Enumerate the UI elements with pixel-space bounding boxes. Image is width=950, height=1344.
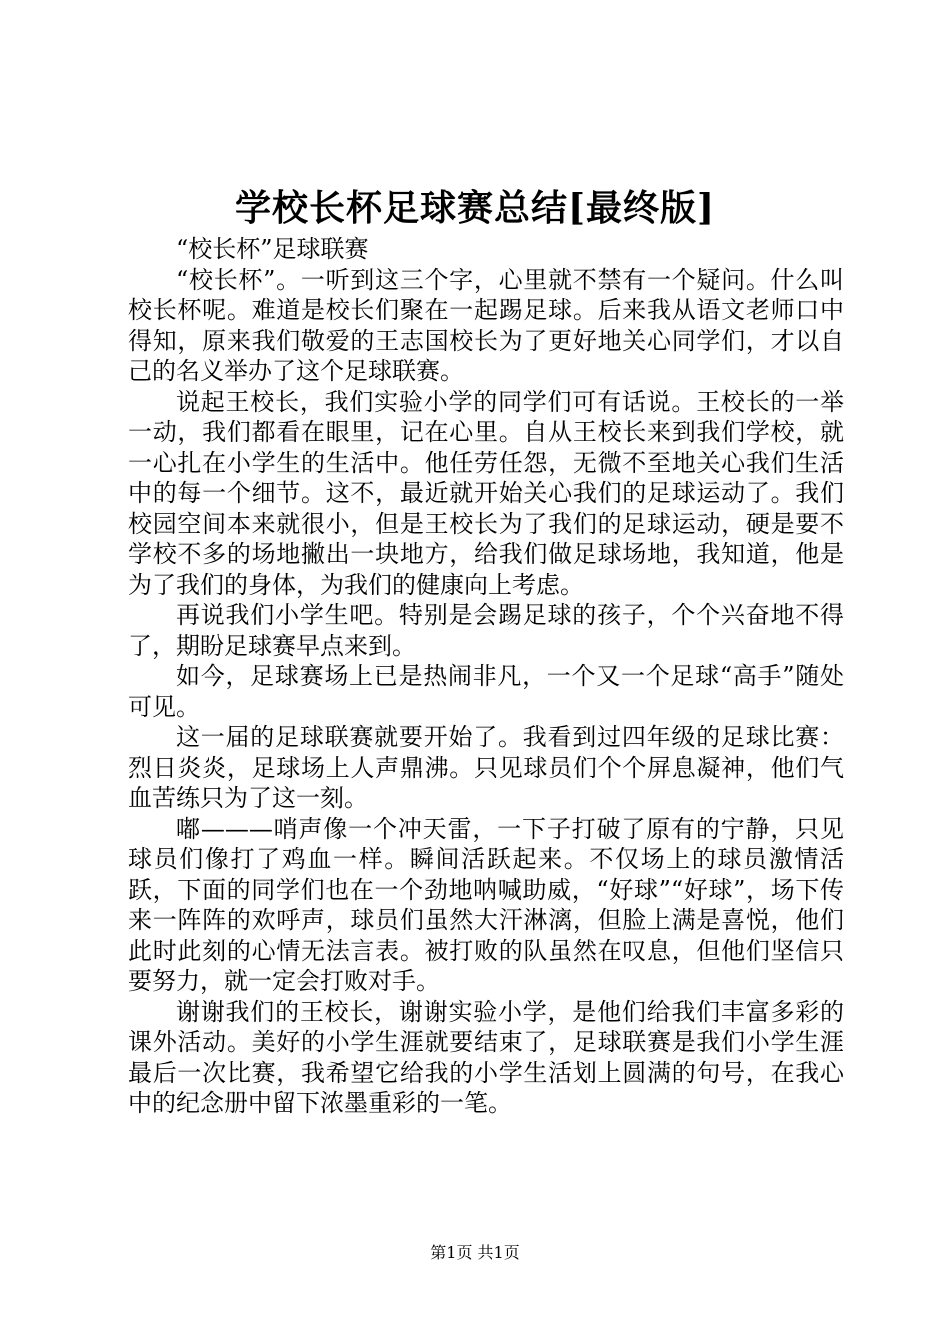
page-footer: 第1页 共1页	[430, 1243, 520, 1262]
paragraph: 嘟———哨声像一个冲天雷，一下子打破了原有的宁静，只见球员们像打了鸡血一样。瞬间活跃起来。不仅场上的球员激情活跃，下面的同学们也在一个劲地呐喊助威，“好球”“好球”，场下传来一阵阵的欢呼声，球员们虽然大汗淋漓，但脸上满是喜悦，他们此时此刻的心情无法言表。被打败的队虽然在叹息，但他们坚信只要努力，就一定会打败对手。	[128, 814, 844, 995]
document-title: 学校长杯足球赛总结[最终版]	[234, 187, 716, 229]
paragraph: 这一届的足球联赛就要开始了。我看到过四年级的足球比赛：烈日炎炎，足球场上人声鼎沸。只见球员们个个屏息凝神，他们气血苦练只为了这一刻。	[128, 723, 844, 812]
paragraph-subtitle: “校长杯”足球联赛	[176, 235, 369, 263]
paragraph: 说起王校长，我们实验小学的同学们可有话说。王校长的一举一动，我们都看在眼里，记在心里。自从王校长来到我们学校，就一心扎在小学生的生活中。他任劳任怨，无微不至地关心我们生活中的每一个细节。这不，最近就开始关心我们的足球运动了。我们校园空间本来就很小，但是王校长为了我们的足球运动，硬是要不学校不多的场地撇出一块地方，给我们做足球场地，我知道，他是为了我们的身体，为我们的健康向上考虑。	[128, 387, 844, 599]
paragraph: “校长杯”。一听到这三个字，心里就不禁有一个疑问。什么叫校长杯呢。难道是校长们聚在一起踢足球。后来我从语文老师口中得知，原来我们敬爱的王志国校长为了更好地关心同学们，才以自己的名义举办了这个足球联赛。	[128, 265, 844, 385]
document-body	[128, 234, 844, 1119]
paragraph: 如今，足球赛场上已是热闹非凡，一个又一个足球“高手”随处可见。	[128, 662, 844, 721]
paragraph: 谢谢我们的王校长，谢谢实验小学，是他们给我们丰富多彩的课外活动。美好的小学生涯就要结束了，足球联赛是我们小学生涯最后一次比赛，我希望它给我的小学生活划上圆满的句号，在我心中的纪念册中留下浓墨重彩的一笔。	[128, 997, 844, 1117]
paragraph: 再说我们小学生吧。特别是会踢足球的孩子，个个兴奋地不得了，期盼足球赛早点来到。	[128, 601, 844, 660]
